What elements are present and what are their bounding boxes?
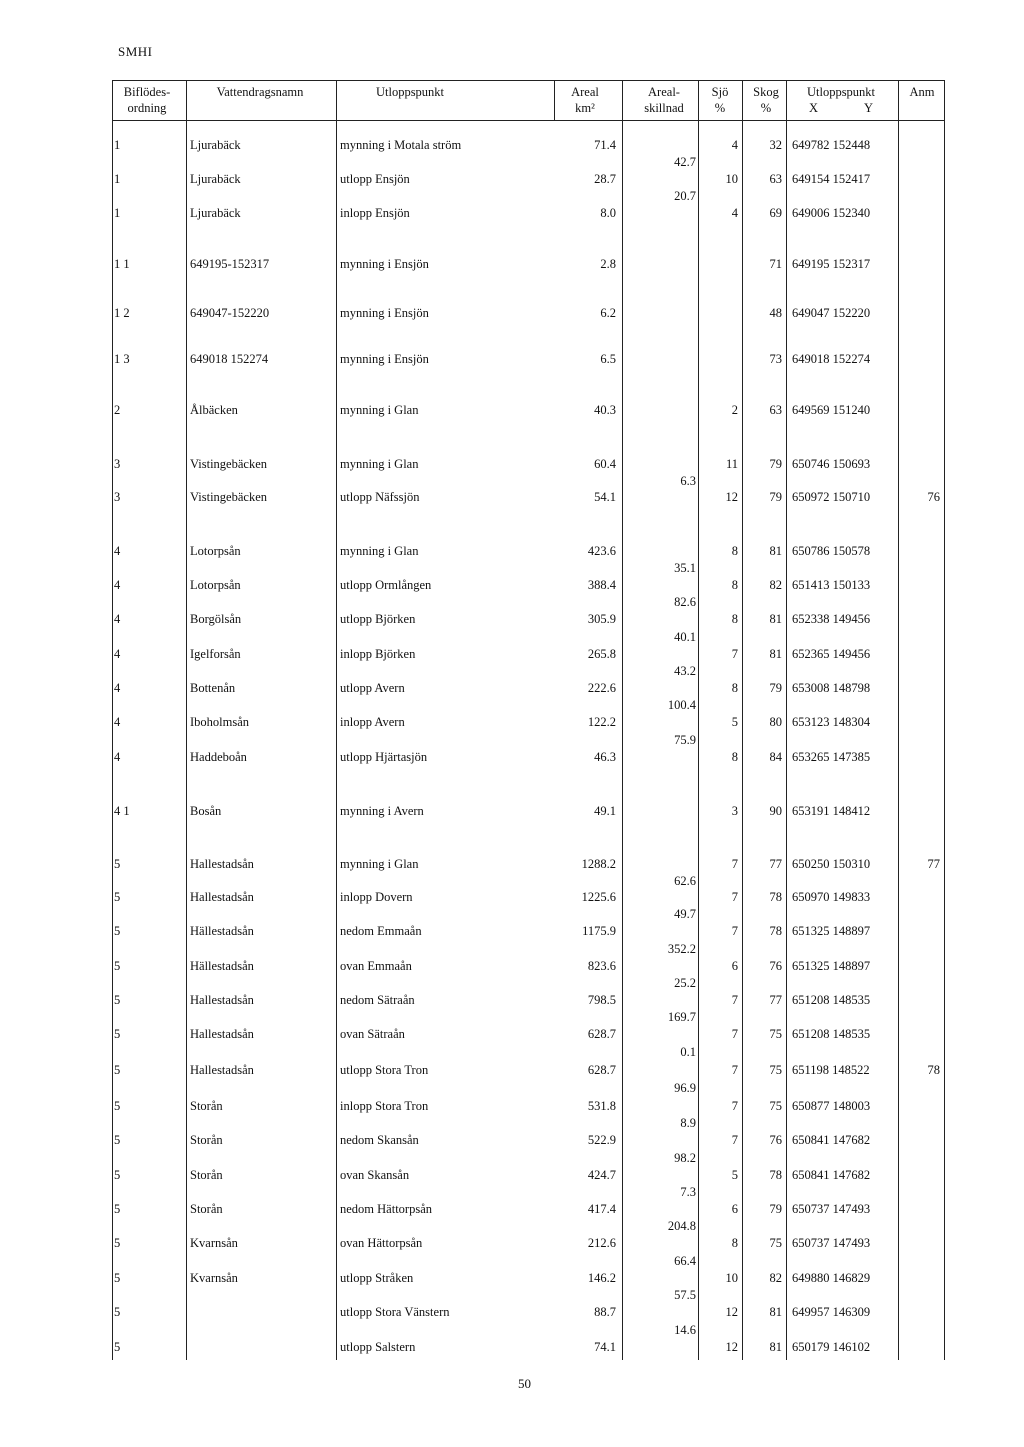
row-coordinates: 650250 150310 bbox=[792, 857, 871, 871]
row-outlet: mynning i Glan bbox=[340, 403, 419, 417]
row-outlet: inlopp Björken bbox=[340, 647, 416, 661]
row-area: 54.1 bbox=[594, 490, 616, 504]
header-areal-line2: km² bbox=[575, 101, 595, 115]
row-order: 1 1 bbox=[114, 257, 130, 271]
header-arealdiff bbox=[628, 84, 700, 116]
row-name: Storån bbox=[190, 1202, 223, 1216]
row-lake-pct: 2 bbox=[731, 403, 738, 417]
header-koord-x: X bbox=[808, 101, 819, 115]
row-coordinates: 651413 150133 bbox=[792, 578, 871, 592]
header-koord-line2 bbox=[786, 100, 896, 116]
row-lake-pct: 7 bbox=[731, 1133, 738, 1147]
row-coordinates: 653123 148304 bbox=[792, 715, 871, 729]
row-outlet: ovan Emmaån bbox=[340, 959, 412, 973]
row-order: 4 bbox=[114, 578, 121, 592]
area-difference: 35.1 bbox=[674, 561, 696, 575]
row-forest-pct: 76 bbox=[769, 959, 782, 973]
row-order: 5 bbox=[114, 1099, 121, 1113]
row-lake-pct: 12 bbox=[725, 1340, 738, 1354]
row-order: 5 bbox=[114, 857, 121, 871]
area-difference: 100.4 bbox=[667, 698, 696, 712]
row-lake-pct: 4 bbox=[731, 138, 738, 152]
row-outlet: ovan Hättorpsån bbox=[340, 1236, 423, 1250]
row-order: 1 2 bbox=[114, 306, 130, 320]
row-area: 49.1 bbox=[594, 804, 616, 818]
header-skog bbox=[746, 84, 786, 116]
row-forest-pct: 32 bbox=[769, 138, 782, 152]
row-lake-pct: 7 bbox=[731, 857, 738, 871]
area-difference: 8.9 bbox=[680, 1116, 696, 1130]
row-outlet: utlopp Stora Tron bbox=[340, 1063, 429, 1077]
header-namn: Vattendragsnamn bbox=[216, 85, 304, 99]
area-difference: 25.2 bbox=[674, 976, 696, 990]
row-area: 522.9 bbox=[587, 1133, 616, 1147]
row-forest-pct: 84 bbox=[769, 750, 782, 764]
row-coordinates: 650737 147493 bbox=[792, 1236, 871, 1250]
row-lake-pct: 10 bbox=[725, 172, 738, 186]
header-arealdiff-line2: skillnad bbox=[644, 101, 684, 115]
row-name: Bottenån bbox=[190, 681, 236, 695]
row-coordinates: 649047 152220 bbox=[792, 306, 871, 320]
row-area: 71.4 bbox=[594, 138, 616, 152]
area-difference: 6.3 bbox=[680, 473, 696, 488]
row-order: 1 bbox=[114, 206, 121, 220]
row-coordinates: 650877 148003 bbox=[792, 1099, 871, 1113]
row-forest-pct: 63 bbox=[769, 172, 782, 186]
row-order: 5 bbox=[114, 1063, 121, 1077]
row-coordinates: 650841 147682 bbox=[792, 1133, 871, 1147]
row-forest-pct: 79 bbox=[769, 1202, 782, 1216]
header-skog-line2: % bbox=[760, 101, 772, 115]
row-coordinates: 651325 148897 bbox=[792, 959, 871, 973]
header-biflodes-line1: Biflödes- bbox=[123, 85, 171, 99]
header-anm: Anm bbox=[909, 85, 935, 99]
row-note: 76 bbox=[927, 490, 940, 504]
row-forest-pct: 48 bbox=[769, 306, 782, 320]
row-coordinates: 649880 146829 bbox=[792, 1271, 871, 1285]
row-lake-pct: 7 bbox=[731, 924, 738, 938]
row-name: Storån bbox=[190, 1099, 223, 1113]
row-forest-pct: 81 bbox=[769, 1340, 782, 1354]
row-name: Ålbäcken bbox=[190, 403, 238, 417]
row-name: Vistingebäcken bbox=[190, 490, 268, 504]
area-difference: 43.2 bbox=[674, 664, 696, 678]
area-difference: 49.7 bbox=[674, 907, 696, 921]
row-outlet: mynning i Glan bbox=[340, 857, 419, 871]
row-name: Hällestadsån bbox=[190, 959, 254, 973]
row-coordinates: 649154 152417 bbox=[792, 172, 871, 186]
row-coordinates: 653008 148798 bbox=[792, 681, 871, 695]
row-lake-pct: 7 bbox=[731, 1099, 738, 1113]
row-lake-pct: 8 bbox=[731, 681, 738, 695]
row-name: Ljurabäck bbox=[190, 172, 241, 186]
row-outlet: mynning i Ensjön bbox=[340, 352, 429, 366]
row-lake-pct: 7 bbox=[731, 890, 738, 904]
row-name: Borgölsån bbox=[190, 612, 242, 626]
row-forest-pct: 75 bbox=[769, 1027, 782, 1041]
row-coordinates: 652338 149456 bbox=[792, 612, 871, 626]
header-utlopp: Utloppspunkt bbox=[375, 85, 445, 99]
area-difference: 98.2 bbox=[674, 1150, 696, 1165]
row-name: 649047-152220 bbox=[190, 306, 270, 320]
row-order: 5 bbox=[114, 959, 121, 973]
row-forest-pct: 80 bbox=[769, 715, 782, 729]
row-lake-pct: 7 bbox=[731, 993, 738, 1007]
row-outlet: ovan Sätraån bbox=[340, 1027, 405, 1041]
row-order: 5 bbox=[114, 1305, 121, 1319]
row-coordinates: 653191 148412 bbox=[792, 804, 871, 818]
row-outlet: mynning i Motala ström bbox=[340, 138, 462, 152]
row-order: 5 bbox=[114, 1271, 121, 1285]
row-forest-pct: 71 bbox=[769, 257, 782, 271]
row-coordinates: 649957 146309 bbox=[792, 1305, 871, 1319]
row-area: 628.7 bbox=[587, 1027, 616, 1041]
row-lake-pct: 8 bbox=[731, 544, 738, 558]
row-order: 4 bbox=[114, 544, 121, 558]
header-koord-y: Y bbox=[863, 101, 874, 115]
row-coordinates: 650786 150578 bbox=[792, 544, 871, 558]
row-forest-pct: 79 bbox=[769, 457, 782, 471]
row-name: Igelforsån bbox=[190, 647, 241, 661]
row-order: 4 bbox=[114, 681, 121, 695]
row-area: 88.7 bbox=[594, 1305, 616, 1319]
row-forest-pct: 82 bbox=[769, 578, 782, 592]
row-outlet: ovan Skansån bbox=[340, 1168, 410, 1182]
column-rule bbox=[112, 80, 113, 1360]
row-area: 305.9 bbox=[587, 612, 616, 626]
row-area: 417.4 bbox=[587, 1202, 616, 1216]
area-difference: 75.9 bbox=[674, 732, 696, 747]
row-area: 424.7 bbox=[587, 1168, 616, 1182]
row-order: 5 bbox=[114, 924, 121, 938]
row-order: 4 bbox=[114, 647, 121, 661]
header-sjo-line1: Sjö bbox=[711, 85, 729, 99]
area-difference: 82.6 bbox=[674, 595, 696, 609]
area-difference: 352.2 bbox=[667, 941, 696, 956]
row-coordinates: 651325 148897 bbox=[792, 924, 871, 938]
row-lake-pct: 7 bbox=[731, 647, 738, 661]
row-name: Hallestadsån bbox=[190, 857, 254, 871]
row-order: 5 bbox=[114, 993, 121, 1007]
column-rule bbox=[186, 80, 187, 1360]
row-order: 3 bbox=[114, 490, 121, 504]
row-coordinates: 649006 152340 bbox=[792, 206, 871, 220]
row-coordinates: 649195 152317 bbox=[792, 257, 871, 271]
row-name: Hallestadsån bbox=[190, 1063, 254, 1077]
row-order: 5 bbox=[114, 1340, 121, 1354]
area-difference: 62.6 bbox=[674, 873, 696, 888]
row-coordinates: 651208 148535 bbox=[792, 1027, 871, 1041]
row-area: 1175.9 bbox=[582, 924, 616, 938]
row-order: 4 bbox=[114, 715, 121, 729]
row-forest-pct: 75 bbox=[769, 1099, 782, 1113]
row-order: 3 bbox=[114, 457, 121, 471]
row-outlet: utlopp Stråken bbox=[340, 1271, 414, 1285]
column-rule bbox=[698, 80, 699, 1360]
row-lake-pct: 5 bbox=[731, 715, 738, 729]
row-area: 6.5 bbox=[600, 352, 616, 366]
row-area: 40.3 bbox=[594, 403, 616, 417]
row-name: Hallestadsån bbox=[190, 1027, 254, 1041]
row-name: Hallestadsån bbox=[190, 890, 254, 904]
row-name: Haddeboån bbox=[190, 750, 247, 764]
row-lake-pct: 5 bbox=[731, 1168, 738, 1182]
row-note: 78 bbox=[927, 1063, 940, 1077]
row-name: Lotorpsån bbox=[190, 544, 241, 558]
row-coordinates: 650179 146102 bbox=[792, 1340, 871, 1354]
column-rule bbox=[554, 80, 555, 120]
row-coordinates: 653265 147385 bbox=[792, 750, 871, 764]
area-difference: 42.7 bbox=[674, 155, 696, 169]
row-forest-pct: 82 bbox=[769, 1271, 782, 1285]
row-area: 423.6 bbox=[587, 544, 616, 558]
row-lake-pct: 12 bbox=[725, 1305, 738, 1319]
row-order: 1 bbox=[114, 172, 121, 186]
row-outlet: utlopp Hjärtasjön bbox=[340, 750, 428, 764]
row-area: 60.4 bbox=[594, 457, 616, 471]
area-difference: 204.8 bbox=[667, 1219, 696, 1233]
row-area: 823.6 bbox=[587, 959, 616, 973]
row-coordinates: 649782 152448 bbox=[792, 138, 871, 152]
row-name: Storån bbox=[190, 1133, 223, 1147]
row-order: 1 3 bbox=[114, 352, 130, 366]
header-sjo-line2: % bbox=[714, 101, 726, 115]
row-forest-pct: 75 bbox=[769, 1063, 782, 1077]
header-biflodes bbox=[114, 84, 180, 116]
row-outlet: utlopp Salstern bbox=[340, 1340, 416, 1354]
row-forest-pct: 69 bbox=[769, 206, 782, 220]
row-order: 2 bbox=[114, 403, 121, 417]
page-number: 50 bbox=[518, 1376, 531, 1391]
area-difference: 0.1 bbox=[680, 1045, 696, 1059]
row-area: 28.7 bbox=[594, 172, 616, 186]
row-forest-pct: 81 bbox=[769, 1305, 782, 1319]
row-outlet: utlopp Ensjön bbox=[340, 172, 410, 186]
row-forest-pct: 78 bbox=[769, 924, 782, 938]
area-difference: 169.7 bbox=[667, 1010, 696, 1024]
row-area: 46.3 bbox=[594, 750, 616, 764]
row-forest-pct: 81 bbox=[769, 612, 782, 626]
row-name: Lotorpsån bbox=[190, 578, 241, 592]
row-name: Kvarnsån bbox=[190, 1236, 238, 1250]
column-rule bbox=[944, 80, 945, 1360]
row-coordinates: 650972 150710 bbox=[792, 490, 871, 504]
row-outlet: utlopp Björken bbox=[340, 612, 416, 626]
row-name: 649018 152274 bbox=[190, 352, 269, 366]
row-coordinates: 652365 149456 bbox=[792, 647, 871, 661]
row-name: Storån bbox=[190, 1168, 223, 1182]
row-area: 212.6 bbox=[587, 1236, 616, 1250]
row-coordinates: 651208 148535 bbox=[792, 993, 871, 1007]
row-order: 5 bbox=[114, 890, 121, 904]
row-coordinates: 650841 147682 bbox=[792, 1168, 871, 1182]
row-name: Kvarnsån bbox=[190, 1271, 238, 1285]
row-order: 4 bbox=[114, 612, 121, 626]
header-koord bbox=[786, 84, 896, 116]
row-coordinates: 651198 148522 bbox=[792, 1063, 870, 1077]
column-rule bbox=[336, 80, 337, 1360]
row-forest-pct: 81 bbox=[769, 544, 782, 558]
row-outlet: inlopp Avern bbox=[340, 715, 405, 729]
header-skog-line1: Skog bbox=[753, 85, 779, 99]
row-area: 798.5 bbox=[587, 993, 616, 1007]
row-forest-pct: 79 bbox=[769, 681, 782, 695]
row-name: Ljurabäck bbox=[190, 206, 241, 220]
row-name: 649195-152317 bbox=[190, 257, 270, 271]
row-lake-pct: 4 bbox=[731, 206, 738, 220]
row-forest-pct: 81 bbox=[769, 647, 782, 661]
row-area: 2.8 bbox=[600, 257, 616, 271]
column-rule bbox=[786, 80, 787, 1360]
row-order: 5 bbox=[114, 1168, 121, 1182]
row-coordinates: 649569 151240 bbox=[792, 403, 871, 417]
column-rule bbox=[742, 80, 743, 1360]
header-biflodes-line2: ordning bbox=[127, 101, 167, 115]
row-name: Ljurabäck bbox=[190, 138, 241, 152]
row-area: 122.2 bbox=[587, 715, 616, 729]
column-rule bbox=[898, 80, 899, 1360]
row-lake-pct: 11 bbox=[725, 457, 738, 471]
header-areal bbox=[556, 84, 614, 116]
row-lake-pct: 12 bbox=[725, 490, 738, 504]
area-difference: 14.6 bbox=[674, 1322, 696, 1337]
row-area: 1288.2 bbox=[581, 857, 616, 871]
row-coordinates: 649018 152274 bbox=[792, 352, 871, 366]
header-areal-line1: Areal bbox=[571, 85, 599, 99]
row-outlet: mynning i Glan bbox=[340, 544, 419, 558]
header-sjo bbox=[702, 84, 738, 116]
row-area: 74.1 bbox=[594, 1340, 616, 1354]
row-outlet: utlopp Näfssjön bbox=[340, 490, 420, 504]
header-koord-line1: Utloppspunkt bbox=[806, 85, 876, 99]
row-name: Vistingebäcken bbox=[190, 457, 268, 471]
row-outlet: mynning i Ensjön bbox=[340, 257, 429, 271]
row-outlet: utlopp Stora Vänstern bbox=[340, 1305, 450, 1319]
row-forest-pct: 77 bbox=[769, 993, 782, 1007]
row-outlet: utlopp Avern bbox=[340, 681, 405, 695]
row-name: Hällestadsån bbox=[190, 924, 254, 938]
header-arealdiff-line1: Areal- bbox=[648, 85, 680, 99]
row-name: Iboholmsån bbox=[190, 715, 250, 729]
row-outlet: inlopp Dovern bbox=[340, 890, 413, 904]
row-lake-pct: 6 bbox=[731, 959, 738, 973]
row-lake-pct: 10 bbox=[725, 1271, 738, 1285]
row-lake-pct: 8 bbox=[731, 750, 738, 764]
row-outlet: nedom Skansån bbox=[340, 1133, 419, 1147]
row-lake-pct: 8 bbox=[731, 1236, 738, 1250]
area-difference: 96.9 bbox=[674, 1081, 696, 1095]
row-outlet: mynning i Avern bbox=[340, 804, 424, 818]
row-forest-pct: 78 bbox=[769, 890, 782, 904]
row-lake-pct: 8 bbox=[731, 612, 738, 626]
row-lake-pct: 7 bbox=[731, 1063, 738, 1077]
row-area: 222.6 bbox=[587, 681, 616, 695]
row-area: 388.4 bbox=[587, 578, 616, 592]
page-header: SMHI bbox=[118, 44, 153, 59]
row-forest-pct: 77 bbox=[769, 857, 782, 871]
row-name: Hallestadsån bbox=[190, 993, 254, 1007]
row-coordinates: 650737 147493 bbox=[792, 1202, 871, 1216]
row-outlet: inlopp Stora Tron bbox=[340, 1099, 429, 1113]
row-area: 6.2 bbox=[600, 306, 616, 320]
row-outlet: inlopp Ensjön bbox=[340, 206, 410, 220]
row-forest-pct: 75 bbox=[769, 1236, 782, 1250]
row-forest-pct: 79 bbox=[769, 490, 782, 504]
row-forest-pct: 76 bbox=[769, 1133, 782, 1147]
area-difference: 40.1 bbox=[674, 629, 696, 644]
row-area: 146.2 bbox=[587, 1271, 616, 1285]
row-area: 265.8 bbox=[587, 647, 616, 661]
area-difference: 57.5 bbox=[674, 1288, 696, 1302]
header-rule bbox=[112, 80, 944, 81]
row-outlet: utlopp Ormlången bbox=[340, 578, 432, 592]
row-forest-pct: 73 bbox=[769, 352, 782, 366]
header-rule bbox=[112, 120, 944, 121]
row-coordinates: 650970 149833 bbox=[792, 890, 871, 904]
row-outlet: nedom Sätraån bbox=[340, 993, 415, 1007]
row-order: 5 bbox=[114, 1236, 121, 1250]
column-rule bbox=[622, 80, 623, 1360]
row-note: 77 bbox=[927, 857, 940, 871]
row-area: 1225.6 bbox=[581, 890, 616, 904]
row-area: 628.7 bbox=[587, 1063, 616, 1077]
row-order: 5 bbox=[114, 1202, 121, 1216]
row-area: 8.0 bbox=[600, 206, 616, 220]
row-forest-pct: 78 bbox=[769, 1168, 782, 1182]
row-outlet: mynning i Glan bbox=[340, 457, 419, 471]
area-difference: 7.3 bbox=[680, 1185, 696, 1199]
row-outlet: mynning i Ensjön bbox=[340, 306, 429, 320]
row-order: 5 bbox=[114, 1027, 121, 1041]
area-difference: 20.7 bbox=[674, 189, 696, 203]
row-lake-pct: 6 bbox=[731, 1202, 738, 1216]
row-outlet: nedom Emmaån bbox=[340, 924, 422, 938]
row-forest-pct: 63 bbox=[769, 403, 782, 417]
row-forest-pct: 90 bbox=[769, 804, 782, 818]
row-name: Bosån bbox=[190, 804, 222, 818]
row-order: 1 bbox=[114, 138, 121, 152]
row-outlet: nedom Hättorpsån bbox=[340, 1202, 432, 1216]
row-area: 531.8 bbox=[587, 1099, 616, 1113]
area-difference: 66.4 bbox=[674, 1253, 696, 1268]
row-lake-pct: 7 bbox=[731, 1027, 738, 1041]
row-lake-pct: 8 bbox=[731, 578, 738, 592]
row-coordinates: 650746 150693 bbox=[792, 457, 871, 471]
row-order: 5 bbox=[114, 1133, 121, 1147]
row-lake-pct: 3 bbox=[731, 804, 738, 818]
row-order: 4 1 bbox=[114, 804, 130, 818]
row-order: 4 bbox=[114, 750, 121, 764]
